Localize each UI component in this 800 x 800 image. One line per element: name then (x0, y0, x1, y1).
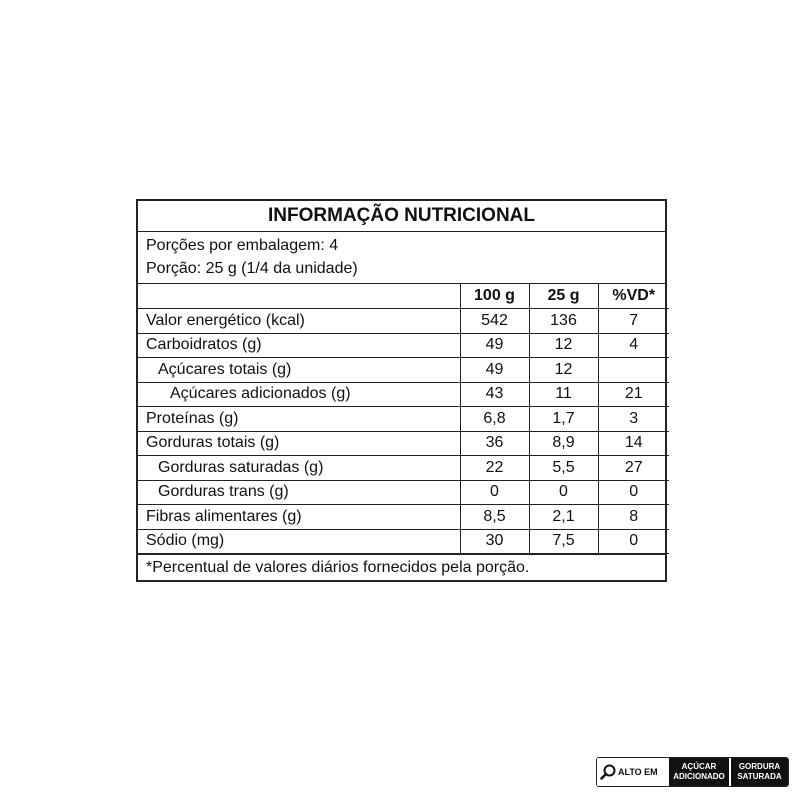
value-25g: 11 (529, 382, 598, 407)
table-row (138, 480, 669, 505)
table-row (138, 358, 669, 383)
table-row (138, 456, 669, 481)
value-100g: 49 (460, 333, 529, 358)
value-vd (598, 358, 669, 383)
value-25g: 0 (529, 480, 598, 505)
table-row (138, 505, 669, 530)
value-100g: 22 (460, 456, 529, 481)
table-header-row (138, 284, 669, 309)
col-header-100g: 100 g (460, 284, 529, 309)
nutrient-name: Fibras alimentares (g) (138, 505, 460, 530)
nutrition-facts-panel (136, 199, 667, 582)
value-25g: 8,9 (529, 431, 598, 456)
alto-em-text: ALTO EM (618, 767, 658, 777)
value-vd: 27 (598, 456, 669, 481)
table-row (138, 333, 669, 358)
magnifier-icon (600, 764, 616, 780)
seal-line: GORDURA (738, 762, 781, 771)
nutrient-name: Carboidratos (g) (138, 333, 460, 358)
value-100g: 43 (460, 382, 529, 407)
col-header-25g: 25 g (529, 284, 598, 309)
table-row (138, 529, 669, 554)
servings-per-package: Porções por embalagem: 4 (146, 237, 339, 254)
table-row (138, 431, 669, 456)
seal-line: ADICIONADO (673, 772, 725, 781)
value-vd: 0 (598, 529, 669, 554)
nutrient-name: Açúcares totais (g) (138, 358, 460, 383)
front-warning-label (596, 757, 789, 787)
nutrition-table (138, 284, 669, 554)
value-vd: 14 (598, 431, 669, 456)
value-vd: 0 (598, 480, 669, 505)
nutrient-name: Gorduras totais (g) (138, 431, 460, 456)
nutrient-name: Sódio (mg) (138, 529, 460, 554)
value-vd: 3 (598, 407, 669, 432)
value-vd: 4 (598, 333, 669, 358)
col-header-vd: %VD* (598, 284, 669, 309)
nutrient-name: Açúcares adicionados (g) (138, 382, 460, 407)
value-25g: 136 (529, 309, 598, 334)
table-row (138, 382, 669, 407)
alto-em-seal (597, 758, 667, 786)
value-100g: 6,8 (460, 407, 529, 432)
table-row (138, 407, 669, 432)
serving-size: Porção: 25 g (1/4 da unidade) (146, 260, 358, 277)
nutrient-name: Gorduras saturadas (g) (138, 456, 460, 481)
value-100g: 542 (460, 309, 529, 334)
nutrient-name: Gorduras trans (g) (138, 480, 460, 505)
serving-info (138, 232, 665, 284)
panel-title: INFORMAÇÃO NUTRICIONAL (138, 201, 665, 232)
seal-line: SATURADA (737, 772, 782, 781)
gordura-saturada-seal (729, 758, 788, 786)
value-25g: 7,5 (529, 529, 598, 554)
value-100g: 8,5 (460, 505, 529, 530)
value-vd: 8 (598, 505, 669, 530)
nutrient-name: Proteínas (g) (138, 407, 460, 432)
value-100g: 0 (460, 480, 529, 505)
value-100g: 36 (460, 431, 529, 456)
seal-line: AÇÚCAR (681, 762, 717, 771)
footnote: *Percentual de valores diários fornecidos pela porção. (138, 554, 665, 580)
col-header-name (138, 284, 460, 309)
value-25g: 12 (529, 358, 598, 383)
value-25g: 2,1 (529, 505, 598, 530)
table-row (138, 309, 669, 334)
nutrient-name: Valor energético (kcal) (138, 309, 460, 334)
value-vd: 21 (598, 382, 669, 407)
value-100g: 49 (460, 358, 529, 383)
value-100g: 30 (460, 529, 529, 554)
value-vd: 7 (598, 309, 669, 334)
value-25g: 5,5 (529, 456, 598, 481)
acucar-adicionado-seal (667, 758, 729, 786)
value-25g: 1,7 (529, 407, 598, 432)
value-25g: 12 (529, 333, 598, 358)
